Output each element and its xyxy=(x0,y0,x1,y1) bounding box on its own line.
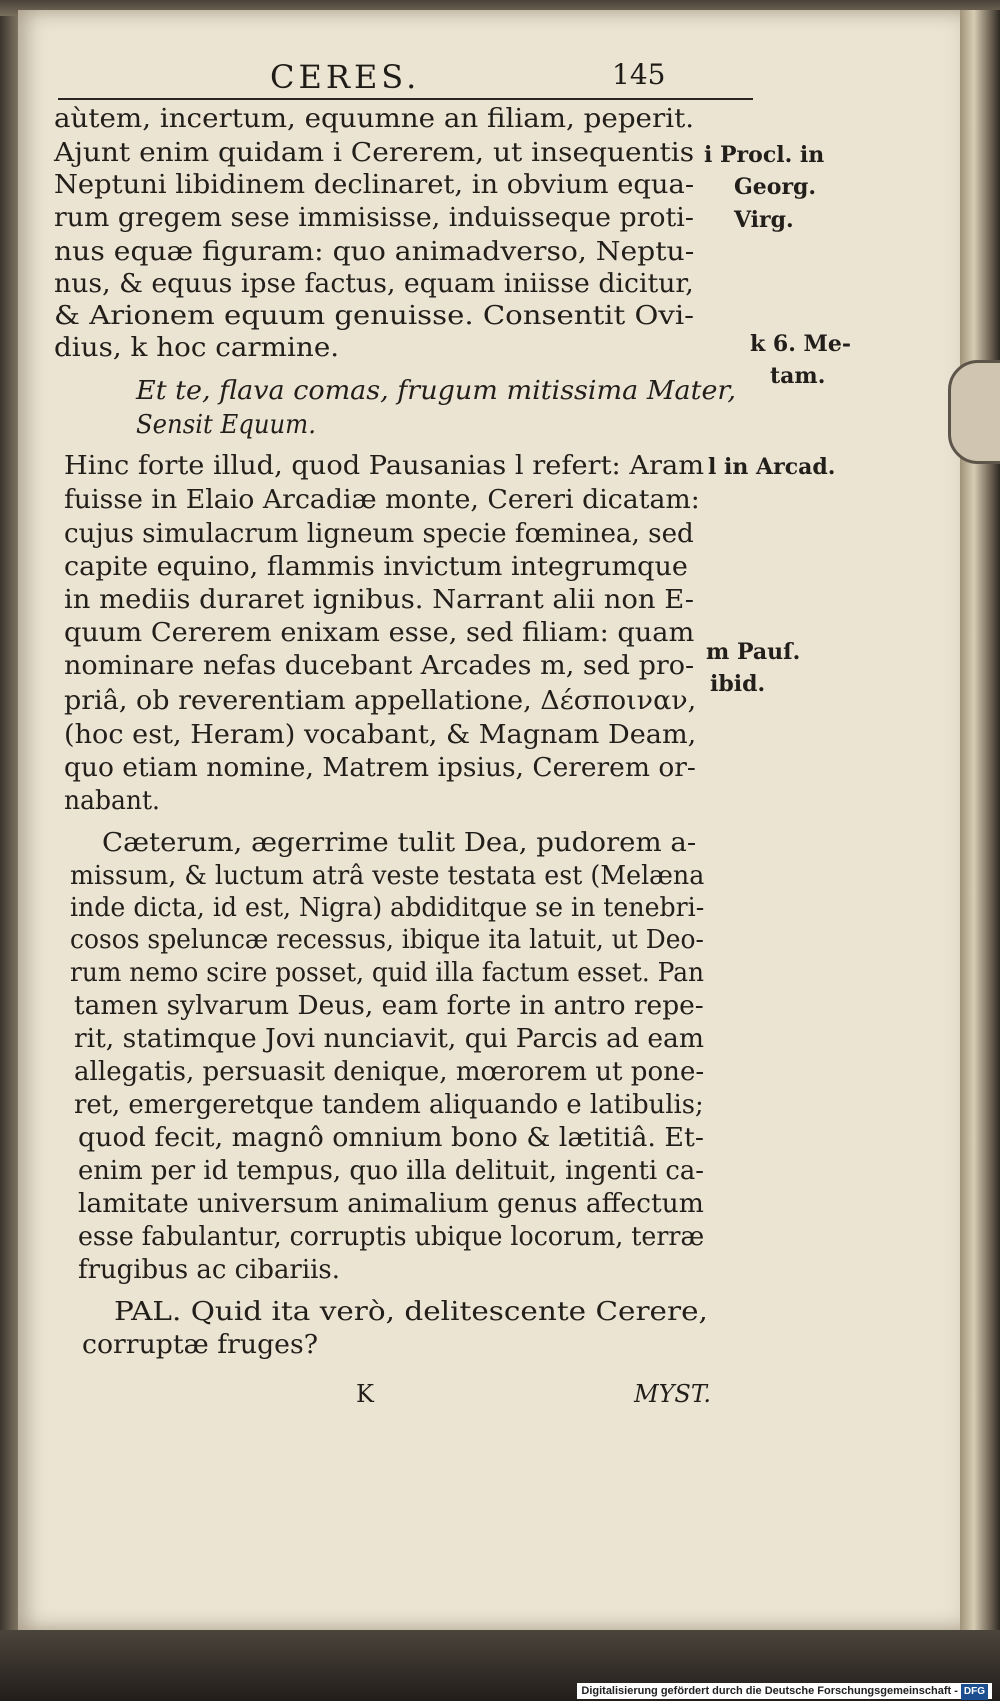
signature-mark: K xyxy=(356,1380,374,1408)
text-line: Cæterum, ægerrime tulit Dea, pudorem a- xyxy=(102,827,697,858)
book-page xyxy=(18,10,983,1630)
text-line: lamitate universum animalium genus affectum xyxy=(78,1188,704,1219)
text-line: Ajunt enim quidam i Cererem, ut insequentis xyxy=(54,137,695,168)
text-line: PAL. Quid ita verò, delitescente Cerere, xyxy=(114,1296,708,1327)
text-line: quo etiam nomine, Matrem ipsius, Cererem or- xyxy=(64,752,696,783)
text-line: cujus simulacrum ligneum specie fœminea, sed xyxy=(64,518,694,549)
marginal-note: m Pauſ. xyxy=(706,639,801,665)
text-line: & Arionem equum genuisse. Consentit Ovi- xyxy=(54,300,695,331)
page-edge xyxy=(960,10,1000,1630)
marginal-note: k 6. Me- xyxy=(750,331,852,357)
text-line: rit, statimque Jovi nunciavit, qui Parcis ad eam xyxy=(74,1023,704,1054)
text-line: nus equæ figuram: quo animadverso, Neptu- xyxy=(54,236,695,267)
marginal-note: i Procl. in xyxy=(704,142,825,168)
text-line: in mediis duraret ignibus. Narrant alii non E- xyxy=(64,584,695,615)
marginal-note: ibid. xyxy=(710,671,766,697)
marginal-note: Virg. xyxy=(734,207,794,233)
text-line: rum nemo scire posset, quid illa factum esset. Pan xyxy=(70,957,705,988)
catchword: MYST. xyxy=(634,1380,711,1408)
text-line: rum gregem sese immisisse, induisseque proti- xyxy=(54,202,694,233)
text-line: nus, & equus ipse factus, equam iniisse dicitur, xyxy=(54,268,694,299)
verse-line: Et te, flava comas, frugum mitissima Mater, xyxy=(136,375,736,406)
text-line: quod fecit, magnô omnium bono & lætitiâ. Et- xyxy=(78,1122,704,1153)
text-line: tamen sylvarum Deus, eam forte in antro repe- xyxy=(74,990,704,1021)
text-line: capite equino, flammis invictum integrumque xyxy=(64,551,688,582)
marginal-note: l in Arcad. xyxy=(708,454,836,480)
dfg-logo: DFG xyxy=(961,1684,988,1700)
verse-line: Sensit Equum. xyxy=(136,409,316,440)
text-line: ret, emergeretque tandem aliquando e latibulis; xyxy=(74,1089,704,1120)
text-line: Neptuni libidinem declinaret, in obvium equa- xyxy=(54,169,695,200)
text-line: corruptæ fruges? xyxy=(82,1329,319,1360)
text-line: fuisse in Elaio Arcadiæ monte, Cereri dicatam: xyxy=(64,484,700,515)
text-line: esse fabulantur, corruptis ubique locorum, terræ xyxy=(78,1221,705,1252)
text-line: dius, k hoc carmine. xyxy=(54,332,340,363)
text-line: inde dicta, id est, Nigra) abdiditque se in tenebri- xyxy=(70,892,705,923)
text-line: enim per id tempus, quo illa delituit, ingenti ca- xyxy=(78,1155,705,1186)
bookmark-tab xyxy=(948,360,1000,464)
running-title: CERES. xyxy=(270,58,421,96)
text-line: cosos speluncæ recessus, ibique ita latuit, ut Deo- xyxy=(70,924,704,955)
marginal-note: Georg. xyxy=(734,174,817,200)
marginal-note: tam. xyxy=(770,363,826,389)
text-line: nabant. xyxy=(64,785,160,816)
text-line: allegatis, persuasit denique, mœrorem ut pone- xyxy=(74,1056,705,1087)
text-line: aùtem, incertum, equumne an filiam, peperit. xyxy=(54,103,695,134)
text-line: Hinc forte illud, quod Pausanias l refert: Aram xyxy=(64,450,705,481)
text-line: priâ, ob reverentiam appellatione, Δέσποιναν, xyxy=(64,685,697,716)
digitization-credit xyxy=(577,1683,992,1699)
text-line: frugibus ac cibariis. xyxy=(78,1254,340,1285)
header-rule xyxy=(58,98,753,100)
text-line: quum Cererem enixam esse, sed filiam: quam xyxy=(64,617,695,648)
text-line: (hoc est, Heram) vocabant, & Magnam Deam, xyxy=(64,719,697,750)
text-line: missum, & luctum atrâ veste testata est (Melæna xyxy=(70,860,705,891)
credit-text: Digitalisierung gefördert durch die Deutsche Forschungsgemeinschaft - xyxy=(581,1685,958,1697)
book-bottom-edge xyxy=(0,1630,1000,1701)
page-number: 145 xyxy=(612,58,666,91)
text-line: nominare nefas ducebant Arcades m, sed pro- xyxy=(64,650,695,681)
